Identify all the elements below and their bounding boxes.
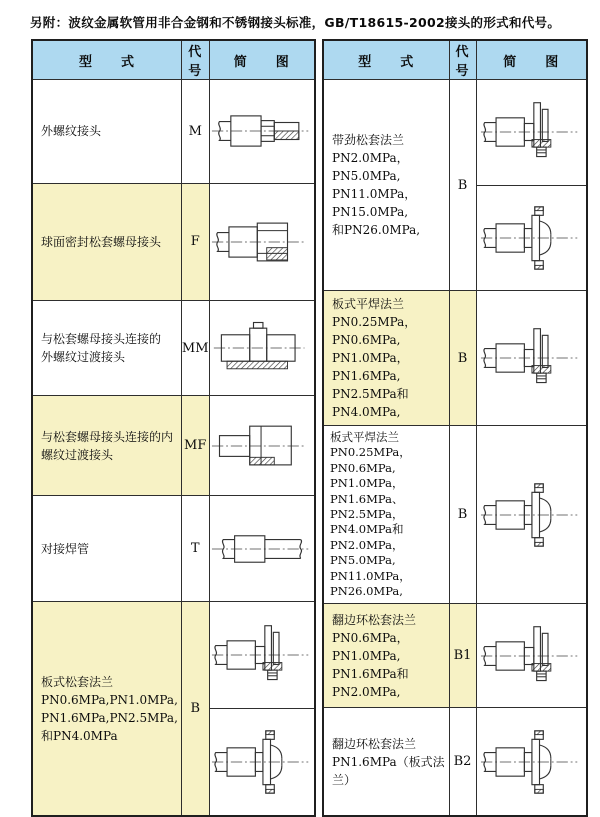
type-cell xyxy=(32,301,181,396)
fitting-type-text: 外螺纹接头 xyxy=(41,124,102,139)
diagram-stack xyxy=(210,184,315,301)
fitting-diagram-flange-up xyxy=(477,80,587,185)
flange-up-drawing xyxy=(479,98,583,166)
diagram-stack xyxy=(477,80,587,290)
fitting-type-text: PN11.0MPa，PN15.0MPa, xyxy=(332,187,417,219)
fitting-type-text: 板式平焊法兰 xyxy=(330,430,400,444)
table-row xyxy=(32,301,315,396)
fitting-type-text: PN2.5MPa和PN4.0MPa, xyxy=(332,387,409,419)
fitting-diagram-flange-up xyxy=(477,291,587,425)
diagram-cell xyxy=(476,291,587,426)
fitting-diagram-flange-up xyxy=(477,604,587,707)
code-cell: B xyxy=(449,426,476,604)
fitting-type-text: 带劲松套法兰 xyxy=(332,133,405,147)
fitting-diagram-flange-up xyxy=(210,602,315,708)
flange-sym-drawing xyxy=(479,728,583,796)
table-row xyxy=(32,496,315,602)
fitting-tables-wrap xyxy=(31,39,588,817)
diagram-cell xyxy=(209,301,315,396)
header-row xyxy=(32,40,315,80)
code-cell: MM xyxy=(181,301,209,396)
male-thread-drawing xyxy=(210,97,314,165)
flange-up-drawing xyxy=(479,324,583,392)
flange-sym-drawing xyxy=(479,204,583,272)
nipple-drawing xyxy=(210,314,314,382)
fitting-type-text: PN1.0MPa，PN1.6MPa, xyxy=(332,351,409,383)
fitting-type-text: 翻边环松套法兰 xyxy=(332,612,417,627)
flange-up-drawing xyxy=(479,622,583,690)
fitting-type-text: PN2.0MPa，PN5.0MPa, xyxy=(332,151,409,183)
type-cell xyxy=(323,604,449,708)
table-row xyxy=(32,183,315,301)
fitting-diagram-female-union xyxy=(210,396,315,495)
col-header-diagram: 简 图 xyxy=(209,40,315,80)
code-cell: F xyxy=(181,183,209,301)
code-cell: B xyxy=(449,80,476,291)
code-cell: B xyxy=(449,291,476,426)
page-title: 另附：波纹金属软管用非合金钢和不锈钢接头标准，GB/T18615-2002接头的形式和代号。 xyxy=(30,15,561,30)
fitting-type-text: PN0.25MPa，PN0.6MPa, xyxy=(332,315,417,347)
diagram-cell xyxy=(476,604,587,708)
diagram-cell xyxy=(476,80,587,291)
fitting-table-right xyxy=(322,39,588,817)
fitting-type-text: 球面密封松套螺母接头 xyxy=(41,234,162,249)
col-header-code: 代号 xyxy=(181,40,209,80)
diagram-stack xyxy=(210,496,315,601)
table-row xyxy=(323,708,587,816)
fitting-diagram-flange-sym xyxy=(477,708,587,815)
diagram-cell xyxy=(209,183,315,301)
fitting-type-text: PN2.5MPa，PN4.0MPa和 xyxy=(330,507,404,537)
code-cell: T xyxy=(181,496,209,602)
diagram-stack xyxy=(477,426,587,603)
fitting-type-text: PN0.6MPa，PN1.0MPa, xyxy=(332,630,409,663)
header-row xyxy=(323,40,587,80)
type-cell xyxy=(323,426,449,604)
code-cell: MF xyxy=(181,396,209,496)
fitting-type-text: 外螺纹过渡接头 xyxy=(41,350,126,365)
fitting-diagram-nipple xyxy=(210,301,315,395)
diagram-stack xyxy=(210,396,315,495)
butt-weld-drawing xyxy=(210,515,314,583)
fitting-diagram-flange-sym xyxy=(477,426,587,603)
fitting-type-text: 翻边环松套法兰 xyxy=(332,736,417,751)
type-cell xyxy=(323,80,449,291)
fitting-type-text: PN11.0MPa，PN26.0MPa, xyxy=(330,568,411,599)
type-cell xyxy=(32,183,181,301)
fitting-type-text: PN1.6MPa,PN2.5MPa, xyxy=(41,710,178,725)
fitting-type-text: 与松套螺母接头连接的内 xyxy=(41,429,174,444)
col-header-type: 型 式 xyxy=(32,40,181,80)
code-cell: B xyxy=(181,602,209,816)
diagram-stack xyxy=(477,708,587,815)
type-cell xyxy=(32,602,181,816)
diagram-stack xyxy=(210,602,315,815)
diagram-cell xyxy=(476,708,587,816)
type-cell xyxy=(323,708,449,816)
table-row xyxy=(323,80,587,291)
fitting-table-left xyxy=(31,39,316,817)
table-row xyxy=(323,291,587,426)
table-row xyxy=(32,80,315,184)
diagram-stack xyxy=(210,80,315,183)
diagram-cell xyxy=(209,80,315,184)
table-row xyxy=(323,604,587,708)
diagram-cell xyxy=(476,426,587,604)
fitting-type-text: 和PN4.0MPa xyxy=(41,728,118,743)
type-cell xyxy=(32,396,181,496)
flange-up-drawing xyxy=(210,621,314,689)
table-row xyxy=(32,602,315,816)
table-row xyxy=(32,396,315,496)
table-row xyxy=(323,426,587,604)
fitting-type-text: 和PN26.0MPa, xyxy=(332,223,421,237)
col-header-diagram: 简 图 xyxy=(476,40,587,80)
diagram-stack xyxy=(477,291,587,425)
fitting-type-text: 板式松套法兰 xyxy=(41,674,114,689)
code-cell: B1 xyxy=(449,604,476,708)
diagram-cell xyxy=(209,496,315,602)
fitting-type-text: 螺纹过渡接头 xyxy=(41,447,114,462)
fitting-type-text: PN1.6MPa和PN2.0MPa, xyxy=(332,666,409,699)
code-cell: B2 xyxy=(449,708,476,816)
fitting-type-text: PN0.25MPa，PN0.6MPa, xyxy=(330,445,411,475)
diagram-stack xyxy=(477,604,587,707)
fitting-type-text: PN1.0MPa，PN1.6MPa、 xyxy=(330,476,404,506)
fitting-diagram-union-nut xyxy=(210,184,315,301)
fitting-type-text: PN2.0MPa，PN5.0MPa, xyxy=(330,537,404,568)
fitting-type-text: 对接焊管 xyxy=(41,541,90,556)
type-cell xyxy=(32,496,181,602)
female-union-drawing xyxy=(210,412,314,480)
diagram-cell xyxy=(209,396,315,496)
fitting-type-text: PN0.6MPa,PN1.0MPa, xyxy=(41,692,178,707)
fitting-type-text: 板式平焊法兰 xyxy=(332,297,405,311)
fitting-diagram-butt-weld xyxy=(210,496,315,601)
union-nut-drawing xyxy=(210,208,314,276)
diagram-stack xyxy=(210,301,315,395)
fitting-type-text: 与松套螺母接头连接的 xyxy=(41,332,162,347)
code-cell: M xyxy=(181,80,209,184)
col-header-code: 代号 xyxy=(449,40,476,80)
type-cell xyxy=(32,80,181,184)
fitting-diagram-flange-sym xyxy=(210,708,315,815)
fitting-diagram-male-thread xyxy=(210,80,315,183)
col-header-type: 型 式 xyxy=(323,40,449,80)
fitting-type-text: PN1.6MPa（板式法兰） xyxy=(332,754,445,787)
type-cell xyxy=(323,291,449,426)
flange-sym-drawing xyxy=(479,481,583,549)
fitting-diagram-flange-sym xyxy=(477,185,587,291)
flange-sym-drawing xyxy=(210,728,314,796)
diagram-cell xyxy=(209,602,315,816)
